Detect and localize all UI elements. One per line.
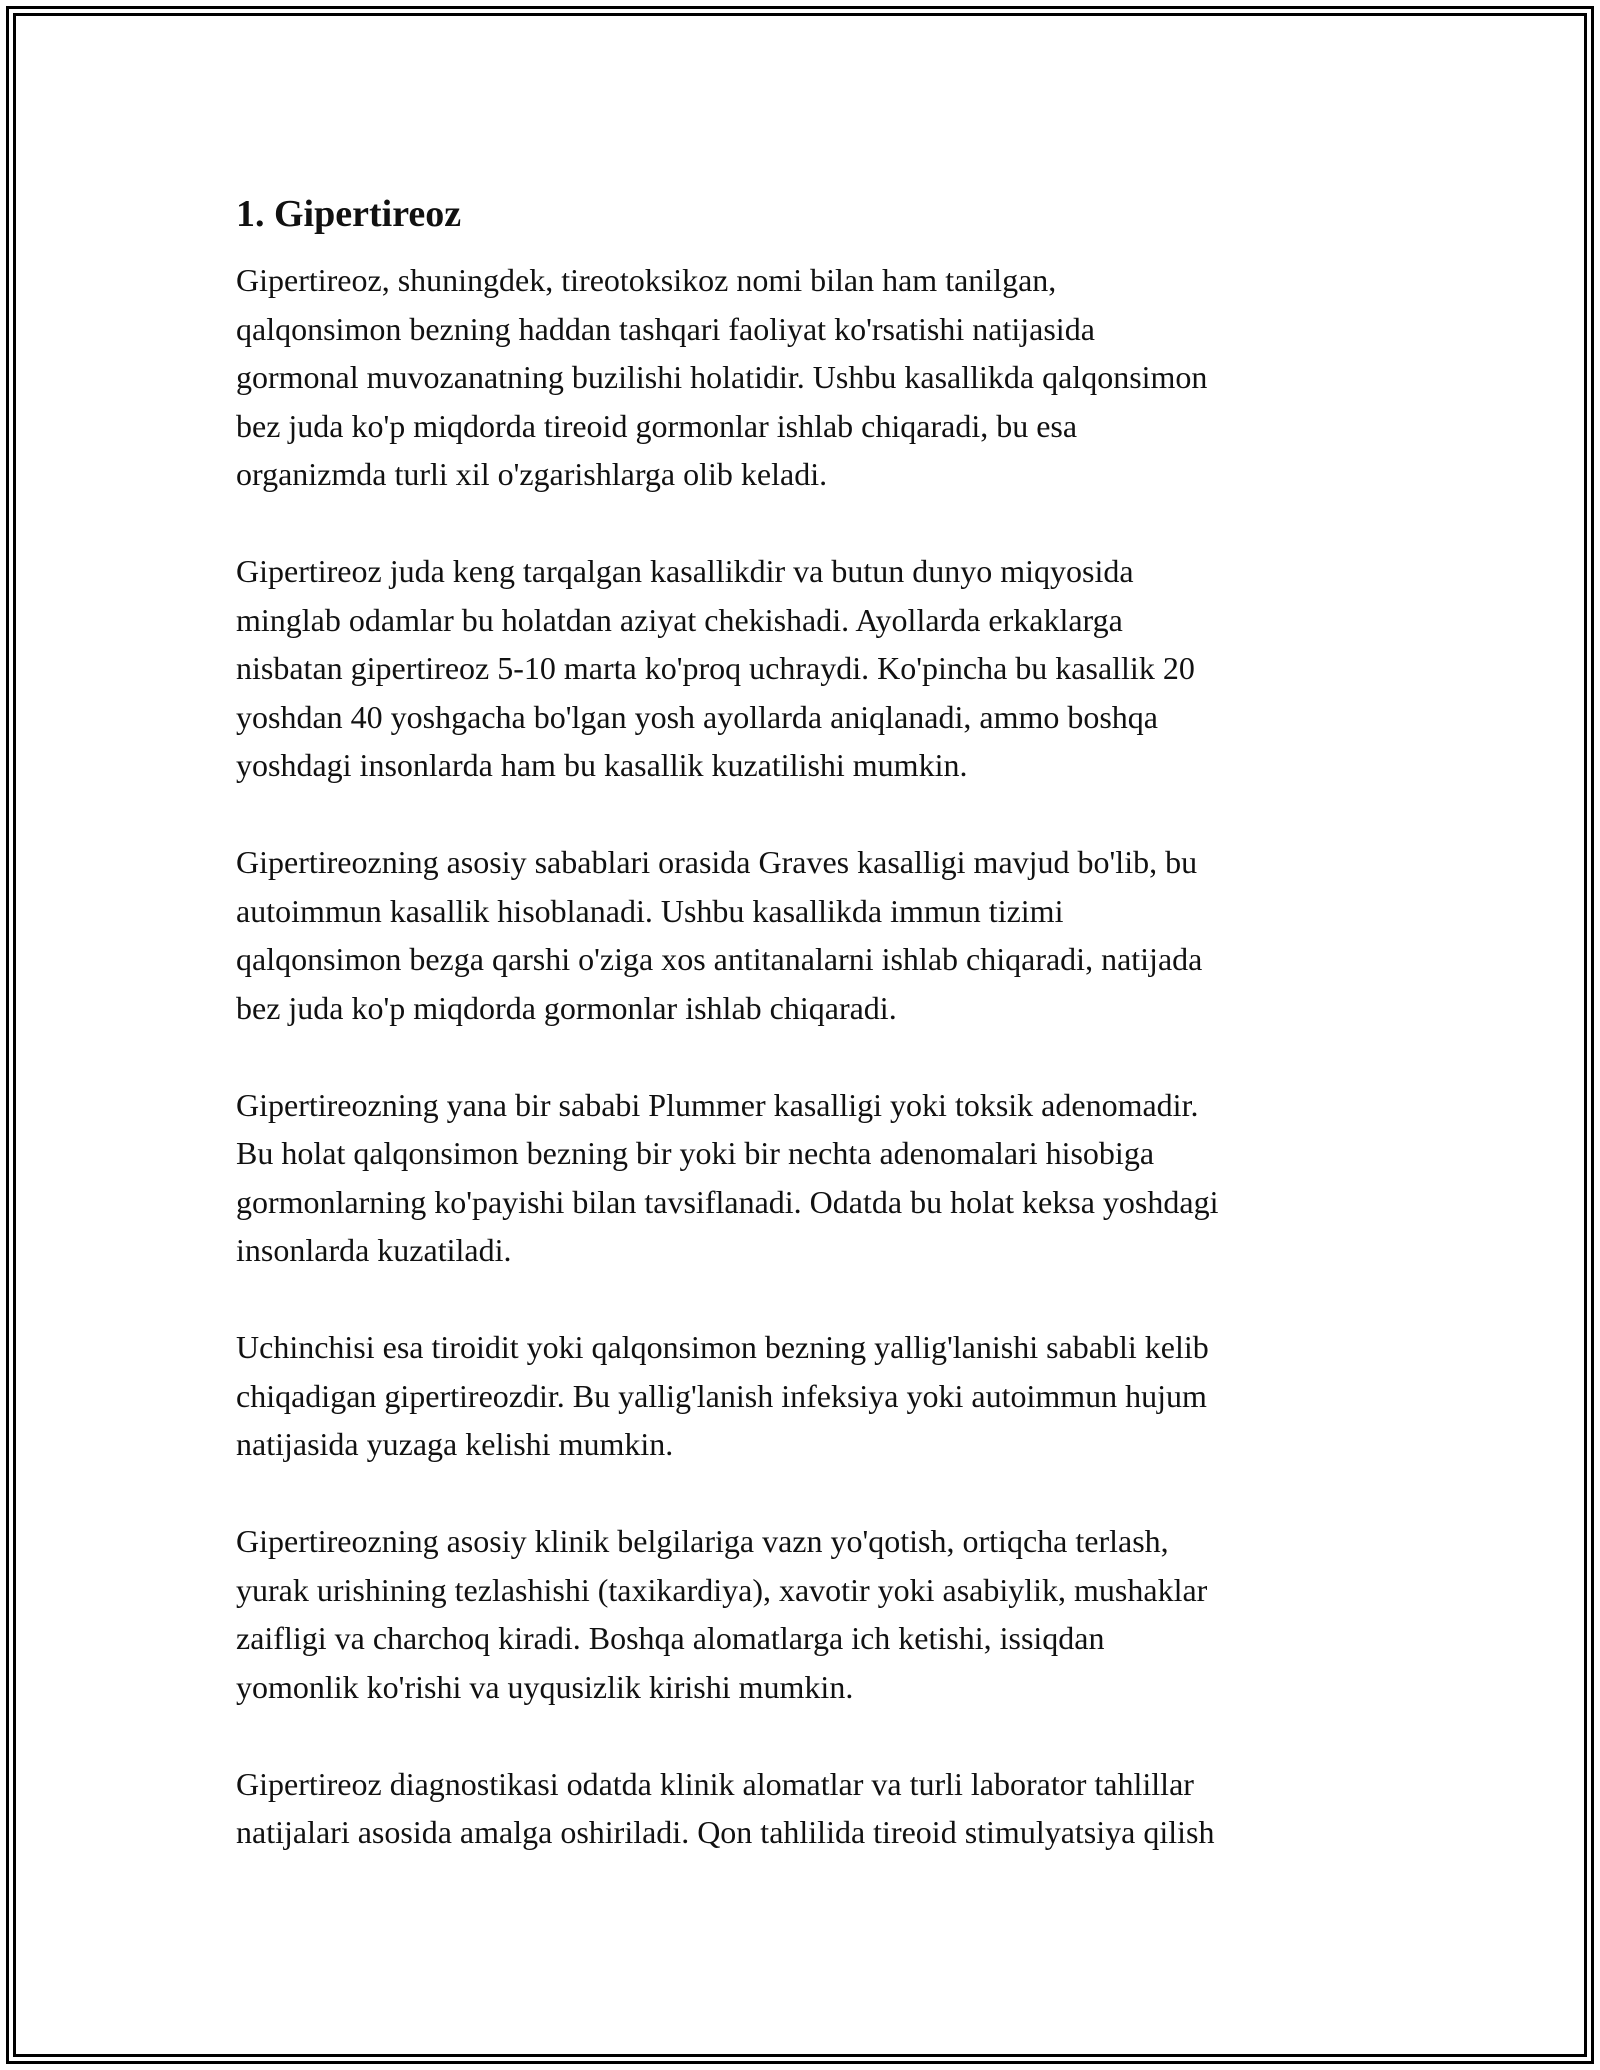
text-line: bez juda ko'p miqdorda gormonlar ishlab chiqaradi. [236,989,897,1026]
paragraph [236,547,1376,790]
paragraph [236,1517,1376,1711]
text-line: chiqadigan gipertireozdir. Bu yallig'lanish infeksiya yoki autoimmun hujum [236,1377,1207,1414]
text-line: gormonlarning ko'payishi bilan tavsiflanadi. Odatda bu holat keksa yoshdagi [236,1183,1219,1220]
text-line: Gipertireoz juda keng tarqalgan kasallikdir va butun dunyo miqyosida [236,553,1134,589]
text-line: Bu holat qalqonsimon bezning bir yoki bir nechta adenomalari hisobiga [236,1135,1155,1171]
text-line: zaifligi va charchoq kiradi. Boshqa alomatlarga ich ketishi, issiqdan [236,1620,1105,1656]
document-page [236,186,1376,1905]
document-body [236,256,1376,1857]
text-line: Uchinchisi esa tiroidit yoki qalqonsimon bezning yallig'lanishi sababli kelib [236,1329,1209,1365]
text-line: organizmda turli xil o'zgarishlarga olib keladi. [236,456,828,492]
text-line: yoshdan 40 yoshgacha bo'lgan yosh ayollarda aniqlanadi, ammo boshqa [236,698,1158,735]
text-line: qalqonsimon bezga qarshi o'ziga xos antitanalarni ishlab chiqaradi, natijada [236,941,1203,977]
text-line: yurak urishining tezlashishi (taxikardiya), xavotir yoki asabiylik, mushaklar [236,1571,1208,1608]
text-line: natijalari asosida amalga oshiriladi. Qon tahlilida tireoid stimulyatsiya qilish [236,1814,1215,1850]
text-line: minglab odamlar bu holatdan aziyat chekishadi. Ayollarda erkaklarga [236,601,1123,638]
text-line: insonlarda kuzatiladi. [236,1232,512,1268]
paragraph [236,1323,1376,1469]
text-line: Gipertireoz diagnostikasi odatda klinik alomatlar va turli laborator tahlillar [236,1765,1194,1802]
text-line: yomonlik ko'rishi va uyqusizlik kirishi mumkin. [236,1668,854,1705]
paragraph [236,256,1376,499]
paragraph [236,1760,1376,1857]
text-line: Gipertireozning asosiy klinik belgilariga vazn yo'qotish, ortiqcha terlash, [236,1523,1169,1559]
text-line: nisbatan gipertireoz 5-10 marta ko'proq uchraydi. Ko'pincha bu kasallik 20 [236,650,1195,686]
text-line: Gipertireozning asosiy sabablari orasida Graves kasalligi mavjud bo'lib, bu [236,844,1198,880]
paragraph [236,1081,1376,1275]
text-line: Gipertireozning yana bir sababi Plummer kasalligi yoki toksik adenomadir. [236,1086,1199,1123]
text-line: natijasida yuzaga kelishi mumkin. [236,1426,674,1462]
paragraph [236,838,1376,1032]
text-line: yoshdagi insonlarda ham bu kasallik kuzatilishi mumkin. [236,747,968,783]
section-heading: 1. Gipertireoz [236,193,462,235]
text-line: autoimmun kasallik hisoblanadi. Ushbu kasallikda immun tizimi [236,892,1064,929]
text-line: Gipertireoz, shuningdek, tireotoksikoz nomi bilan ham tanilgan, [236,262,1057,298]
text-line: qalqonsimon bezning haddan tashqari faoliyat ko'rsatishi natijasida [236,310,1095,347]
text-line: bez juda ko'p miqdorda tireoid gormonlar ishlab chiqaradi, bu esa [236,407,1078,444]
text-line: gormonal muvozanatning buzilishi holatidir. Ushbu kasallikda qalqonsimon [236,359,1208,395]
